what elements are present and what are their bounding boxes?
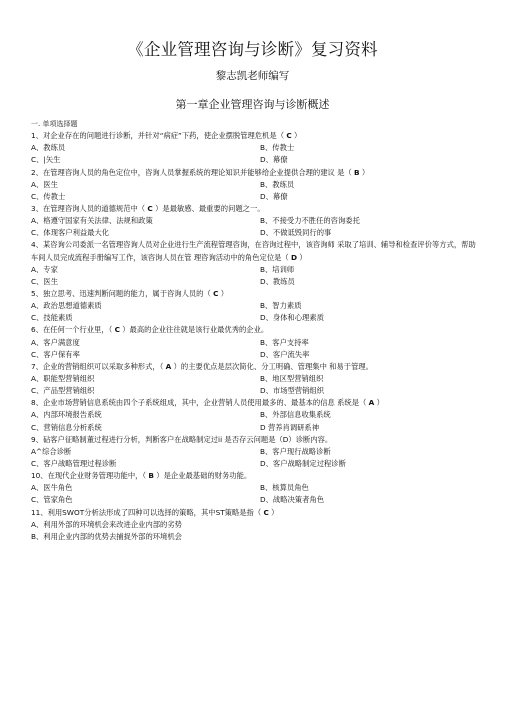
option-row: [31, 409, 481, 421]
question-stem: 3、在管理咨询人员的道德规范中（ C ）是最敏感、最重要的问题之一。: [31, 203, 265, 213]
question-5: [31, 288, 481, 324]
answer-mark: C: [147, 203, 153, 213]
option-row: [31, 373, 481, 385]
document-title: 《企业管理咨询与诊断》复习资料: [127, 40, 378, 59]
answer-mark: A: [165, 361, 172, 371]
option-row: [31, 458, 481, 470]
option-a: A、教练员: [31, 143, 66, 153]
option-b: B、外部信息收集系统: [260, 410, 331, 420]
option-d: D、教练员: [260, 276, 295, 286]
answer-mark: C: [286, 131, 292, 141]
option-a: A、格遵守国家有关法律、法规和政策: [31, 216, 153, 226]
option-b: B、地区型营销组织: [260, 373, 324, 383]
answer-mark: B: [354, 167, 360, 177]
option-b: B、客户支持率: [260, 337, 309, 347]
option-b: B、利用企业内部的优势去捕捉外部的环境机会: [31, 531, 182, 541]
option-b: B、培训师: [260, 264, 295, 274]
question-stem: 7、企业的营销组织可以采取多种形式，（ A ）的主要优点是层次简化、分工明确、管理集中 和易于管理。: [31, 361, 373, 371]
section-heading: 一. 单项选择题: [31, 120, 78, 128]
option-c: C、传教士: [31, 191, 66, 201]
option-row: [31, 179, 481, 191]
option-c: C、管家角色: [31, 495, 73, 505]
option-b: B、核算员角色: [260, 483, 309, 493]
option-a: A、医生: [31, 179, 58, 189]
question-3: [31, 203, 481, 239]
option-row: [31, 264, 481, 276]
question-stem: 10、在现代企业财务管理功能中，（ B ）是企业最基础的财务功能。: [31, 471, 252, 481]
option-c: C、体现客户利益最大化: [31, 228, 110, 238]
question-stem: 5、独立思考、迅速判断问题的能力，属于咨询人员的（ C ）: [31, 289, 229, 298]
option-row: [31, 337, 481, 349]
option-d: D、客户战略制定过程诊断: [260, 458, 346, 468]
option-b: B、教练员: [260, 179, 295, 189]
option-row: [31, 312, 481, 324]
option-row: [31, 494, 481, 506]
question-2: [31, 167, 481, 203]
option-c: C、技能素质: [31, 313, 73, 323]
option-d: D、客户流失率: [260, 349, 310, 359]
option-row: [31, 142, 481, 154]
question-7: [31, 361, 481, 397]
option-row: [31, 191, 481, 203]
answer-mark: C: [114, 325, 120, 335]
option-c: C、客户战略管理过程诊断: [31, 458, 117, 468]
question-stem: 1、对企业存在的问题进行诊断，并针对“病症”下药，使企业摆脱管理危机是（ C ）: [31, 131, 302, 141]
option-d: D、幕僚: [260, 191, 288, 201]
option-row: [31, 385, 481, 397]
option-d: D、市场型营销组织: [260, 386, 324, 396]
answer-mark: C: [213, 289, 219, 298]
option-d: D 营养肖调研系神: [260, 422, 320, 432]
option-a: A、客户满意度: [31, 337, 80, 347]
option-row: [31, 154, 481, 166]
chapter-heading: 第一章企业管理咨询与诊断概述: [175, 98, 330, 111]
question-8: [31, 397, 481, 433]
option-d: D、身体和心理素质: [260, 313, 324, 323]
option-a: A、医牛角色: [31, 483, 73, 493]
answer-mark: A: [368, 398, 375, 408]
question-stem: 8、企业市场营销信息系统由四个子系统组成，其中，企业营销人员使用最多的、最基本的信息 系统是（ A ）: [31, 398, 384, 408]
option-c: C、产品型营销组织: [31, 386, 95, 396]
question-6: [31, 324, 481, 360]
question-stem: 11、利用SWOT分析法形成了四种可以选择的策略，其中ST策略是指（ C ）: [31, 507, 279, 517]
option-c: C、客户保有率: [31, 349, 80, 359]
option-b: B、不接受力不胜任的咨询委托: [260, 216, 360, 226]
option-row: [31, 422, 481, 434]
option-a: A^综合诊断: [31, 446, 72, 456]
option-a: A、内部环境报告系统: [31, 410, 102, 420]
question-stem: 6、在任何一个行业里，（ C ）最高的企业往往就是该行业最优秀的企业。: [31, 325, 269, 335]
question-10: [31, 470, 481, 506]
option-a: A、利用外部的环境机会来改进企业内部的劣势: [31, 519, 182, 529]
option-b: B、智力素质: [260, 301, 302, 311]
option-b: B、客户现行战略诊断: [260, 446, 331, 456]
option-c: C、医生: [31, 276, 58, 286]
question-4: [31, 239, 481, 288]
answer-mark: B: [148, 471, 154, 481]
option-a: A、政治思想道德素质: [31, 301, 102, 311]
option-b: B、传教士: [260, 143, 295, 153]
option-c: C、|矢生: [31, 155, 61, 165]
question-stem: 2、在管理咨询人员的角色定位中，咨询人员掌握系统的理论知识并能够给企业提供合理的建议 是（ B ）: [31, 167, 370, 177]
option-a: A、职能型营销组织: [31, 373, 95, 383]
option-row: [31, 300, 481, 312]
question-stem: 9、砧客户征略制董过程进行分析，判断客户在战略制定过ii 是否存云问题是（D）诊断内容。: [31, 434, 333, 444]
option-d: D、不做诋毁同行的事: [260, 228, 332, 238]
option-c: C、营销信息分析系统: [31, 422, 102, 432]
option-row: [31, 215, 481, 227]
option-d: D、战略决策者角色: [260, 495, 324, 505]
author-line: 黎志凯老师编写: [215, 70, 290, 82]
answer-mark: C: [263, 507, 269, 517]
option-row: [31, 227, 481, 239]
question-11: [31, 507, 481, 543]
option-row: [31, 276, 481, 288]
question-list: [31, 118, 481, 543]
question-1: [31, 130, 481, 166]
option-row: [31, 482, 481, 494]
option-row: [31, 446, 481, 458]
question-9: [31, 434, 481, 470]
option-d: D、幕僚: [260, 155, 288, 165]
answer-mark: D: [291, 252, 298, 262]
option-row: [31, 349, 481, 361]
question-stem: 4、某咨询公司委派一名管理咨询人员对企业进行生产流程管理咨询，在咨询过程中，该咨询师 采取了培训、辅导和检查评价等方式，帮助车间人员完成流程手册编写工作，该咨询人员在管 理咨询活动中的角色定位是（ D ）: [31, 240, 476, 262]
option-a: A、专家: [31, 264, 58, 274]
